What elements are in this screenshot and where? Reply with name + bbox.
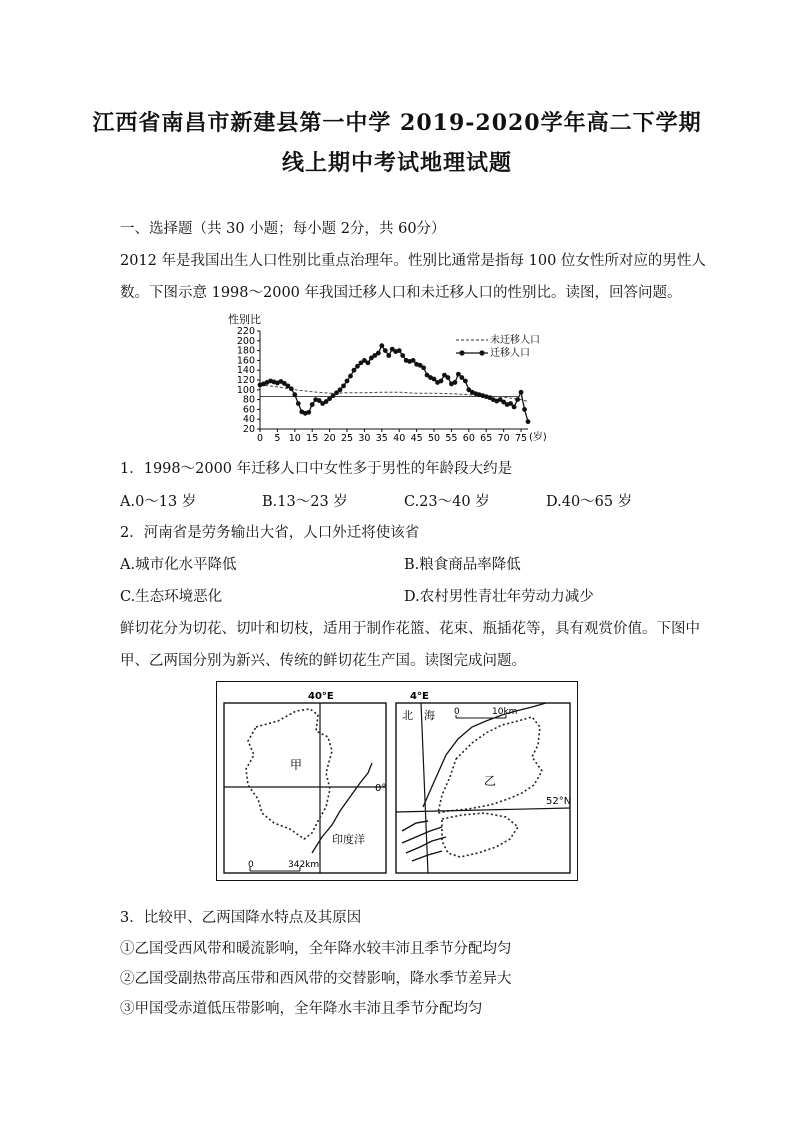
series-point-migrant [310,402,315,407]
q2-option-b[interactable]: B.粮食商品率降低 [404,557,521,573]
q2-stem: 2．河南省是劳务输出大省，人口外迁将使该省 [120,525,420,541]
series-point-migrant [508,401,513,406]
series-point-migrant [456,372,461,377]
map-jia-scale-zero: 0 [248,860,254,870]
map-yi-meridian-label: 4°E [410,691,429,702]
series-point-migrant [379,343,384,348]
series-point-migrant [411,358,416,363]
x-tick-label: 75 [514,433,528,442]
page-title-line1: 江西省南昌市新建县第一中学 2019-2020学年高二下学期 [92,110,702,136]
chart-xlabel: (岁) [529,432,547,442]
x-tick-label: 30 [358,433,371,442]
intro2-line1: 鲜切花分为切花、切叶和切枝，适用于制作花篮、花束、瓶插花等，具有观赏价值。下图中 [120,621,700,637]
series-point-migrant [446,375,451,380]
map-jia-scale-value: 342km [288,860,320,870]
x-tick-label: 35 [375,433,388,442]
series-point-migrant [439,379,444,384]
sex-ratio-chart [228,310,558,442]
y-tick-label: 100 [236,384,255,396]
series-point-migrant [400,353,405,358]
series-point-migrant [459,375,464,380]
y-tick-label: 20 [242,424,255,435]
x-tick-label: 60 [462,433,475,442]
series-point-migrant [519,390,524,395]
series-point-migrant [512,405,517,410]
q3-statement-3[interactable]: ③甲国受赤道低压带影响，全年降水丰沛且季节分配均匀 [120,1001,483,1017]
x-tick-label: 25 [340,433,354,442]
series-point-migrant [365,360,370,365]
map-yi-country-label: 乙 [484,774,497,788]
x-tick-label: 5 [274,433,281,442]
q1-option-a[interactable]: A.0～13 岁 [120,494,197,510]
x-tick-label: 50 [427,433,441,442]
x-tick-label: 65 [480,433,493,442]
x-tick-label: 0 [256,433,264,442]
y-tick-label: 180 [236,345,255,357]
series-point-migrant [345,379,350,384]
q2-option-c[interactable]: C.生态环境恶化 [120,589,223,605]
y-tick-label: 60 [242,404,255,416]
series-point-migrant [348,374,353,379]
map-yi-scale-zero: 0 [454,707,460,717]
country-maps [216,681,578,881]
q1-option-b[interactable]: B.13～23 岁 [262,494,348,510]
section-heading: 一、选择题（共 30 小题；每小题 2分，共 60分） [120,221,446,237]
q3-stem: 3．比较甲、乙两国降水特点及其原因 [120,910,362,926]
series-point-migrant [432,377,437,382]
map-yi-parallel-label: 52°N [546,796,572,807]
q1-option-d[interactable]: D.40～65 岁 [546,494,633,510]
y-tick-label: 40 [242,414,255,426]
series-point-migrant [338,387,343,392]
q3-statement-2[interactable]: ②乙国受副热带高压带和西风带的交替影响，降水季节差异大 [120,971,512,987]
series-point-migrant [526,419,531,424]
series-point-migrant [292,392,297,397]
series-point-migrant [306,410,311,415]
q3-statement-1[interactable]: ①乙国受西风带和暖流影响，全年降水较丰沛且季节分配均匀 [120,941,512,957]
x-tick-label: 40 [393,433,406,442]
x-tick-label: 55 [445,433,458,442]
x-tick-label: 45 [410,433,423,442]
map-yi-sea-label: 北 海 [402,709,435,722]
series-point-migrant [296,401,301,406]
chart-legend [456,333,540,359]
q2-option-a[interactable]: A.城市化水平降低 [120,557,237,573]
series-point-migrant [453,380,458,385]
series-point-migrant [341,383,346,388]
intro1-line1: 2012 年是我国出生人口性别比重点治理年。性别比通常是指每 100 位女性所对应的男性人 [120,253,706,269]
map-jia-meridian-label: 40°E [308,691,334,702]
y-tick-label: 140 [236,365,255,377]
series-point-migrant [355,364,360,369]
map-jia-country-label: 甲 [290,758,303,772]
legend-label-nonmigrant: 未迁移人口 [490,335,540,346]
intro1-line2: 数。下图示意 1998～2000 年我国迁移人口和未迁移人口的性别比。读图，回答问题。 [120,285,682,301]
series-point-migrant [383,348,388,353]
y-tick-label: 200 [236,335,255,347]
series-point-migrant [421,365,426,370]
x-tick-label: 70 [497,433,510,442]
map-jia-ocean-label: 印度洋 [332,833,365,846]
q2-option-d[interactable]: D.农村男性青壮年劳动力减少 [404,589,594,605]
series-point-migrant [289,386,294,391]
intro2-line2: 甲、乙两国分别为新兴、传统的鲜切花生产国。读图完成问题。 [120,653,526,669]
x-tick-label: 20 [323,433,336,442]
x-tick-label: 15 [306,433,319,442]
series-point-migrant [386,353,391,358]
series-point-migrant [515,397,520,402]
q1-stem: 1．1998～2000 年迁移人口中女性多于男性的年龄段大约是 [120,461,513,477]
page-title-line2: 线上期中考试地理试题 [281,150,512,176]
map-jia-equator-label: 0° [375,783,387,794]
x-tick-label: 10 [288,433,301,442]
series-point-migrant [463,379,468,384]
legend-label-migrant: 迁移人口 [490,348,530,359]
series-point-migrant [376,351,381,356]
q1-option-c[interactable]: C.23～40 岁 [404,494,490,510]
series-point-migrant [352,368,357,373]
series-point-migrant [522,407,527,412]
y-tick-label: 80 [242,394,255,406]
y-tick-label: 220 [236,326,255,337]
y-tick-label: 160 [236,355,255,367]
map-yi-scale-value: 10km [492,707,518,717]
y-tick-label: 120 [236,375,255,386]
series-point-migrant [397,348,402,353]
chart-ylabel: 性别比 [228,313,261,326]
